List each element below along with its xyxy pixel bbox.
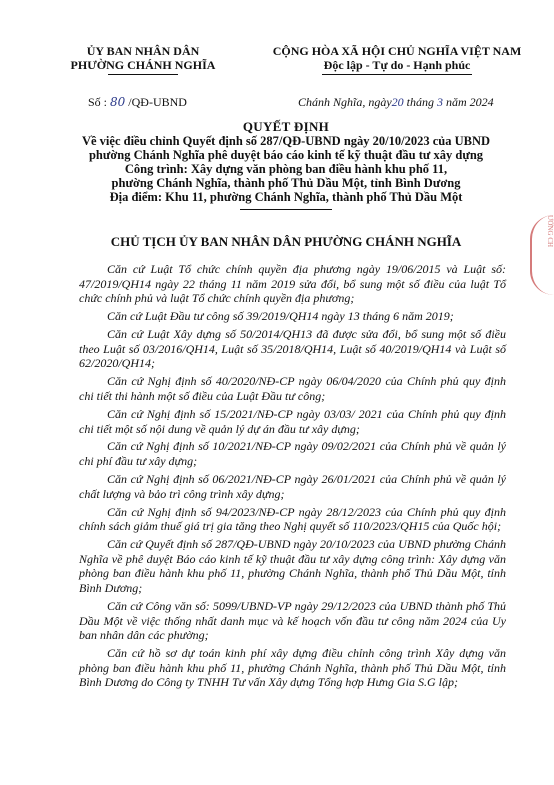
decision-title [60,120,512,210]
national-motto [256,44,538,75]
title-line: phường Chánh Nghĩa, thành phố Thủ Dầu Một, tỉnh Bình Dương [111,176,461,190]
date-year: năm 2024 [443,95,494,109]
nation-line-1: CỘNG HÒA XÃ HỘI CHỦ NGHĨA VIỆT NAM [272,44,522,58]
issue-date [298,95,494,110]
basis-paragraph: Căn cứ Nghị định số 10/2021/NĐ-CP ngày 09/02/2021 của Chính phủ về quản lý chi phí đầu tư xây dựng; [79,439,506,469]
legal-basis [79,262,506,693]
basis-paragraph: Căn cứ Nghị định số 06/2021/NĐ-CP ngày 26/01/2021 của Chính phủ về quản lý chất lượng và bảo trì công trình xây dựng; [79,472,506,501]
basis-paragraph: Căn cứ Luật Xây dựng số 50/2014/QH13 đã được sửa đổi, bổ sung một số điều theo Luật số 03/2016/QH14, Luật số 35/2018/QH14, Luật số 40/2019/QH14 và Luật số 62/2020/QH14; [79,327,506,371]
basis-paragraph: Căn cứ Nghị định số 40/2020/NĐ-CP ngày 06/04/2020 của Chính phủ quy định chi tiết thi hành một số điều của Luật Đầu tư công; [79,374,506,403]
title-line: Về việc điều chỉnh Quyết định số 287/QĐ-UBND ngày 20/10/2023 của UBND [81,134,491,148]
basis-paragraph: Căn cứ Nghị định số 15/2021/NĐ-CP ngày 03/03/ 2021 của Chính phủ quy định chi tiết một số nội dung về quản lý dự án đầu tư xây dựng; [79,406,506,436]
authority-line-1: ỦY BAN NHÂN DÂN [86,44,200,58]
basis-paragraph: Căn cứ Luật Đầu tư công số 39/2019/QH14 ngày 13 tháng 6 năm 2019; [107,309,454,324]
basis-paragraph: Căn cứ Công văn số: 5099/UBND-VP ngày 29/12/2023 của UBND thành phố Thủ Dầu Một về việc thống nhất danh mục và kế hoạch vốn đầu tư công năm 2024 của Uy ban nhân dân các phường; [79,598,506,643]
title-main: QUYẾT ĐỊNH [242,119,330,134]
title-divider [240,209,332,210]
official-seal: ƯỜNG CH [530,215,554,295]
number-prefix: Số : [88,95,111,109]
number-handwritten: 80 [110,95,126,109]
title-line: phường Chánh Nghĩa phê duyệt báo cáo kinh tế kỹ thuật đầu tư xây dựng [88,148,484,162]
basis-paragraph: Căn cứ Quyết định số 287/QĐ-UBND ngày 20/10/2023 của UBND phường Chánh Nghĩa về phê duyệt Báo cáo kinh tế kỹ thuật đầu tư xây dựng công trình: Xây dựng văn phòng ban điều hành khu phố 11, phường Chánh Nghĩa, thành phố Thủ Dầu Một, tỉnh Bình Dương; [79,537,506,595]
date-place: Chánh Nghĩa, ngày [298,95,392,109]
date-month: 3 [437,95,444,109]
basis-paragraph: Căn cứ Nghị định số 94/2023/NĐ-CP ngày 28/12/2023 của Chính phủ quy định chính sách giảm thuế giá trị gia tăng theo Nghị quyết số 110/2023/QH15 của Quốc hội; [79,504,506,534]
motto-underline [322,74,472,75]
date-day: 20 [391,95,404,109]
issuing-authority [50,44,236,75]
basis-paragraph: Căn cứ Luật Tổ chức chính quyền địa phương ngày 19/06/2015 và Luật số: 47/2019/QH14 ngày 22 tháng 11 năm 2019 sửa đổi, bổ sung một số điều của luật Tổ chức chính phủ và luật Tổ chức chính quyền địa phương; [79,262,506,306]
authority-underline [108,74,178,75]
nation-line-2: Độc lập - Tự do - Hạnh phúc [323,58,471,72]
title-line: Địa điểm: Khu 11, phường Chánh Nghĩa, thành phố Thủ Dầu Một [109,190,463,204]
authority-line-2: PHƯỜNG CHÁNH NGHĨA [70,58,216,72]
basis-paragraph: Căn cứ hồ sơ dự toán kinh phí xây dựng điều chỉnh công trình Xây dựng văn phòng ban điều hành khu phố 11, phường Chánh Nghĩa, thành phố Thủ Dầu Một, tỉnh Bình Dương do Công ty TNHH Tư vấn Xây dựng Tổng hợp Hưng Gia S.G lập; [79,646,506,690]
title-line: Công trình: Xây dựng văn phòng ban điều hành khu phố 11, [124,162,448,176]
chairman-heading: CHỦ TỊCH ỦY BAN NHÂN DÂN PHƯỜNG CHÁNH NGHĨA [110,234,462,249]
document-number [88,95,187,110]
number-suffix: /QĐ-UBND [125,95,187,109]
date-month-label: tháng [403,95,438,109]
